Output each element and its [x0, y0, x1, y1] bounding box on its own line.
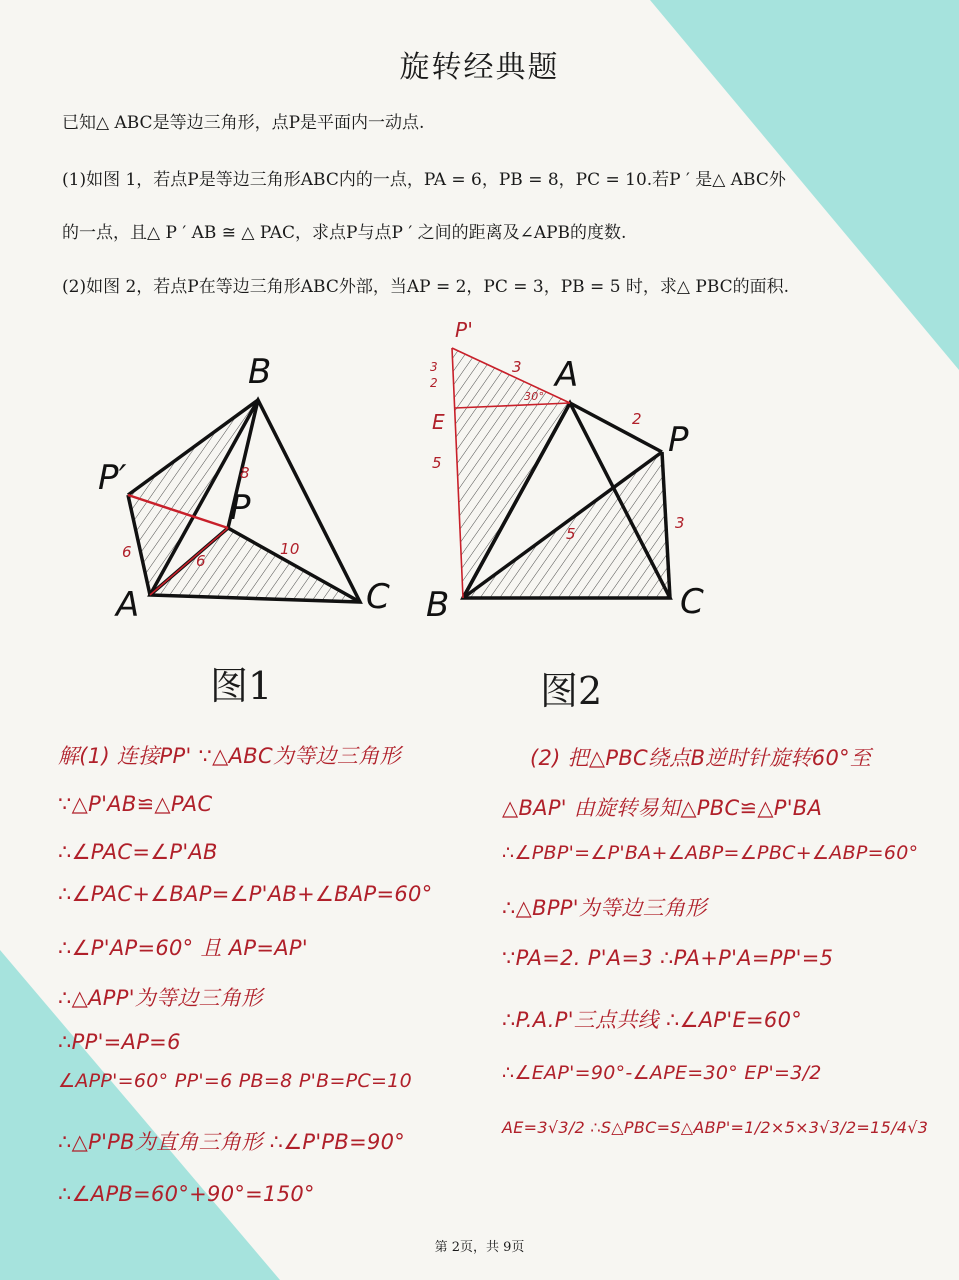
solution1-line-10: ∴∠APB=60°+90°=150° — [58, 1182, 315, 1206]
solution2-line-8: AE=3√3/2 ∴S△PBC=S△ABP'=1/2×5×3√3/2=15/4√3 — [502, 1118, 929, 1137]
solution1-line-9: ∴△P'PB为直角三角形 ∴∠P'PB=90° — [58, 1130, 406, 1154]
figure-2-caption: 图2 — [540, 669, 603, 713]
solution2-line-2: △BAP' 由旋转易知△PBC≌△P'BA — [502, 796, 823, 820]
fig1-label-c: C — [366, 577, 391, 617]
solution2-line-5: ∵PA=2. P'A=3 ∴PA+P'A=PP'=5 — [502, 946, 834, 970]
problem-part1-line2: 的一点，且△ P ′ AB ≅ △ PAC，求点P与点P ′ 之间的距离及∠APB的度数. — [62, 223, 627, 243]
fig1-num-pa: 6 — [196, 552, 206, 570]
fig1-num-pb: 8 — [240, 464, 250, 482]
fig2-label-b: B — [426, 585, 450, 625]
fig2-label-a: A — [555, 355, 579, 395]
fig2-angle-30: 30° — [524, 390, 545, 403]
solution2-line-4: ∴△BPP'为等边三角形 — [502, 896, 707, 920]
fig1-num-ppa: 6 — [122, 543, 132, 561]
solution2-line-3: ∴∠PBP'=∠P'BA+∠ABP=∠PBC+∠ABP=60° — [502, 842, 919, 864]
fig2-num-ap: 2 — [632, 410, 642, 428]
fig2-frac-bot: 2 — [430, 376, 438, 390]
solution1-line-5: ∴∠P'AP=60° 且 AP=AP' — [58, 936, 308, 960]
fig2-label-p: P — [668, 420, 689, 460]
solution1-line-1: 解(1) 连接PP' ∵△ABC为等边三角形 — [58, 744, 401, 768]
fig1-label-b: B — [248, 352, 272, 392]
fig2-num-ap-prime: 3 — [512, 358, 522, 376]
solution1-line-6: ∴△APP'为等边三角形 — [58, 986, 263, 1010]
solution1-line-8: ∠APP'=60° PP'=6 PB=8 P'B=PC=10 — [58, 1070, 412, 1092]
solution1-line-7: ∴PP'=AP=6 — [58, 1030, 181, 1054]
fig2-num-eb: 5 — [432, 454, 442, 472]
solution1-line-2: ∵△P'AB≌△PAC — [58, 792, 213, 816]
page-footer: 第 2页，共 9页 — [434, 1240, 525, 1255]
fig1-label-p: P — [230, 488, 251, 528]
solution1-line-4: ∴∠PAC+∠BAP=∠P'AB+∠BAP=60° — [58, 882, 433, 906]
fig2-label-c: C — [680, 582, 705, 622]
figure-1-caption: 图1 — [210, 664, 273, 708]
fig1-label-p-prime: P′ — [98, 458, 127, 498]
solution2-line-7: ∴∠EAP'=90°-∠APE=30° EP'=3/2 — [502, 1062, 822, 1084]
solution1-line-3: ∴∠PAC=∠P'AB — [58, 840, 218, 864]
problem-part2: (2)如图 2，若点P在等边三角形ABC外部，当AP = 2，PC = 3，PB = 5 时，求△ PBC的面积. — [62, 277, 790, 297]
problem-part1-line1: (1)如图 1，若点P是等边三角形ABC内的一点，PA = 6，PB = 8，PC = 10.若P ′ 是△ ABC外 — [62, 170, 786, 190]
fig2-label-e: E — [432, 410, 445, 434]
fig2-label-p-prime: P' — [455, 318, 474, 342]
fig2-frac-top: 3 — [430, 360, 438, 374]
fig1-num-pc: 10 — [280, 540, 300, 558]
solution2-line-6: ∴P.A.P'三点共线 ∴∠AP'E=60° — [502, 1008, 803, 1032]
fig2-num-pc: 3 — [675, 514, 685, 532]
problem-intro: 已知△ ABC是等边三角形，点P是平面内一动点. — [62, 113, 425, 133]
fig2-num-pb: 5 — [566, 525, 576, 543]
page-title: 旋转经典题 — [399, 50, 560, 85]
fig1-label-a: A — [116, 585, 140, 625]
solution2-line-1: (2) 把△PBC绕点B逆时针旋转60°至 — [530, 746, 872, 770]
